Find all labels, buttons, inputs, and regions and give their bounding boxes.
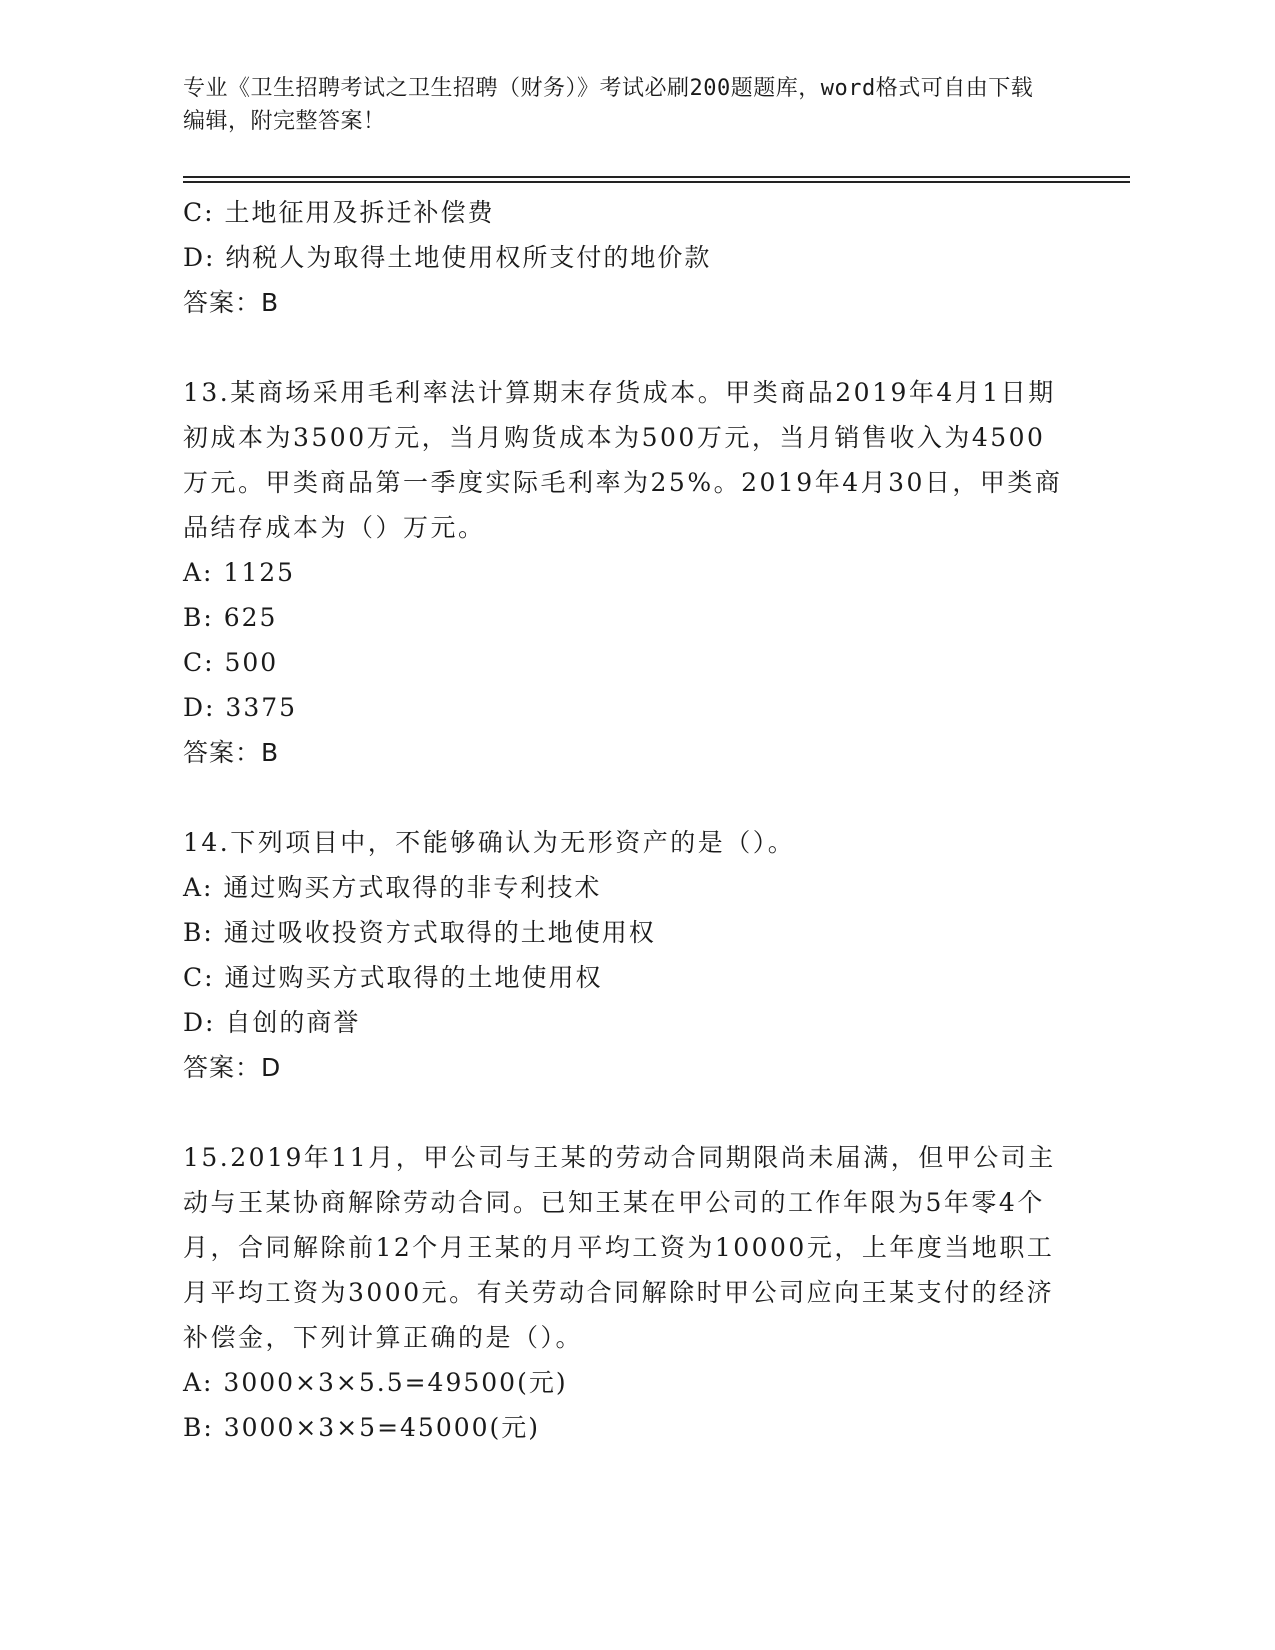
answer-line: 答案：B (183, 288, 280, 317)
q14-option-b: B: 通过吸收投资方式取得的土地使用权 (183, 918, 656, 947)
header-divider-bottom (183, 181, 1130, 183)
option-c: C: 土地征用及拆迁补偿费 (183, 198, 495, 227)
q13-option-a: A: 1125 (183, 558, 296, 587)
question-15-stem: 15.2019年11月，甲公司与王某的劳动合同期限尚未届满，但甲公司主动与王某协商解除劳动合同。已知王某在甲公司的工作年限为5年零4个月，合同解除前12个月王某的月平均工资为10000元，上年度当地职工月平均工资为3000元。有关劳动合同解除时甲公司应向王某支付的经济补偿金，下列计算正确的是（）。 (183, 1143, 1056, 1352)
question-14-stem: 14.下列项目中，不能够确认为无形资产的是（）。 (183, 828, 796, 857)
q13-option-d: D: 3375 (183, 693, 298, 722)
q15-option-b: B: 3000×3×5=45000(元) (183, 1413, 541, 1442)
header-divider-top (183, 176, 1130, 178)
q13-option-c: C: 500 (183, 648, 279, 677)
q13-answer: 答案：B (183, 738, 280, 767)
q15-option-a: A: 3000×3×5.5=49500(元) (183, 1368, 568, 1397)
question-list (183, 190, 1063, 1450)
q14-answer: 答案：D (183, 1053, 282, 1082)
q13-option-b: B: 625 (183, 603, 278, 632)
option-d: D: 纳税人为取得土地使用权所支付的地价款 (183, 243, 712, 272)
q14-option-c: C: 通过购买方式取得的土地使用权 (183, 963, 603, 992)
document-header: 专业《卫生招聘考试之卫生招聘（财务）》考试必刷200题题库，word格式可自由下载编辑，附完整答案！ (183, 76, 1034, 134)
q14-option-d: D: 自创的商誉 (183, 1008, 361, 1037)
question-13-stem: 13.某商场采用毛利率法计算期末存货成本。甲类商品2019年4月1日期初成本为3500万元，当月购货成本为500万元，当月销售收入为4500万元。甲类商品第一季度实际毛利率为25%。2019年4月30日，甲类商品结存成本为（）万元。 (183, 378, 1063, 542)
q14-option-a: A: 通过购买方式取得的非专利技术 (183, 873, 602, 902)
